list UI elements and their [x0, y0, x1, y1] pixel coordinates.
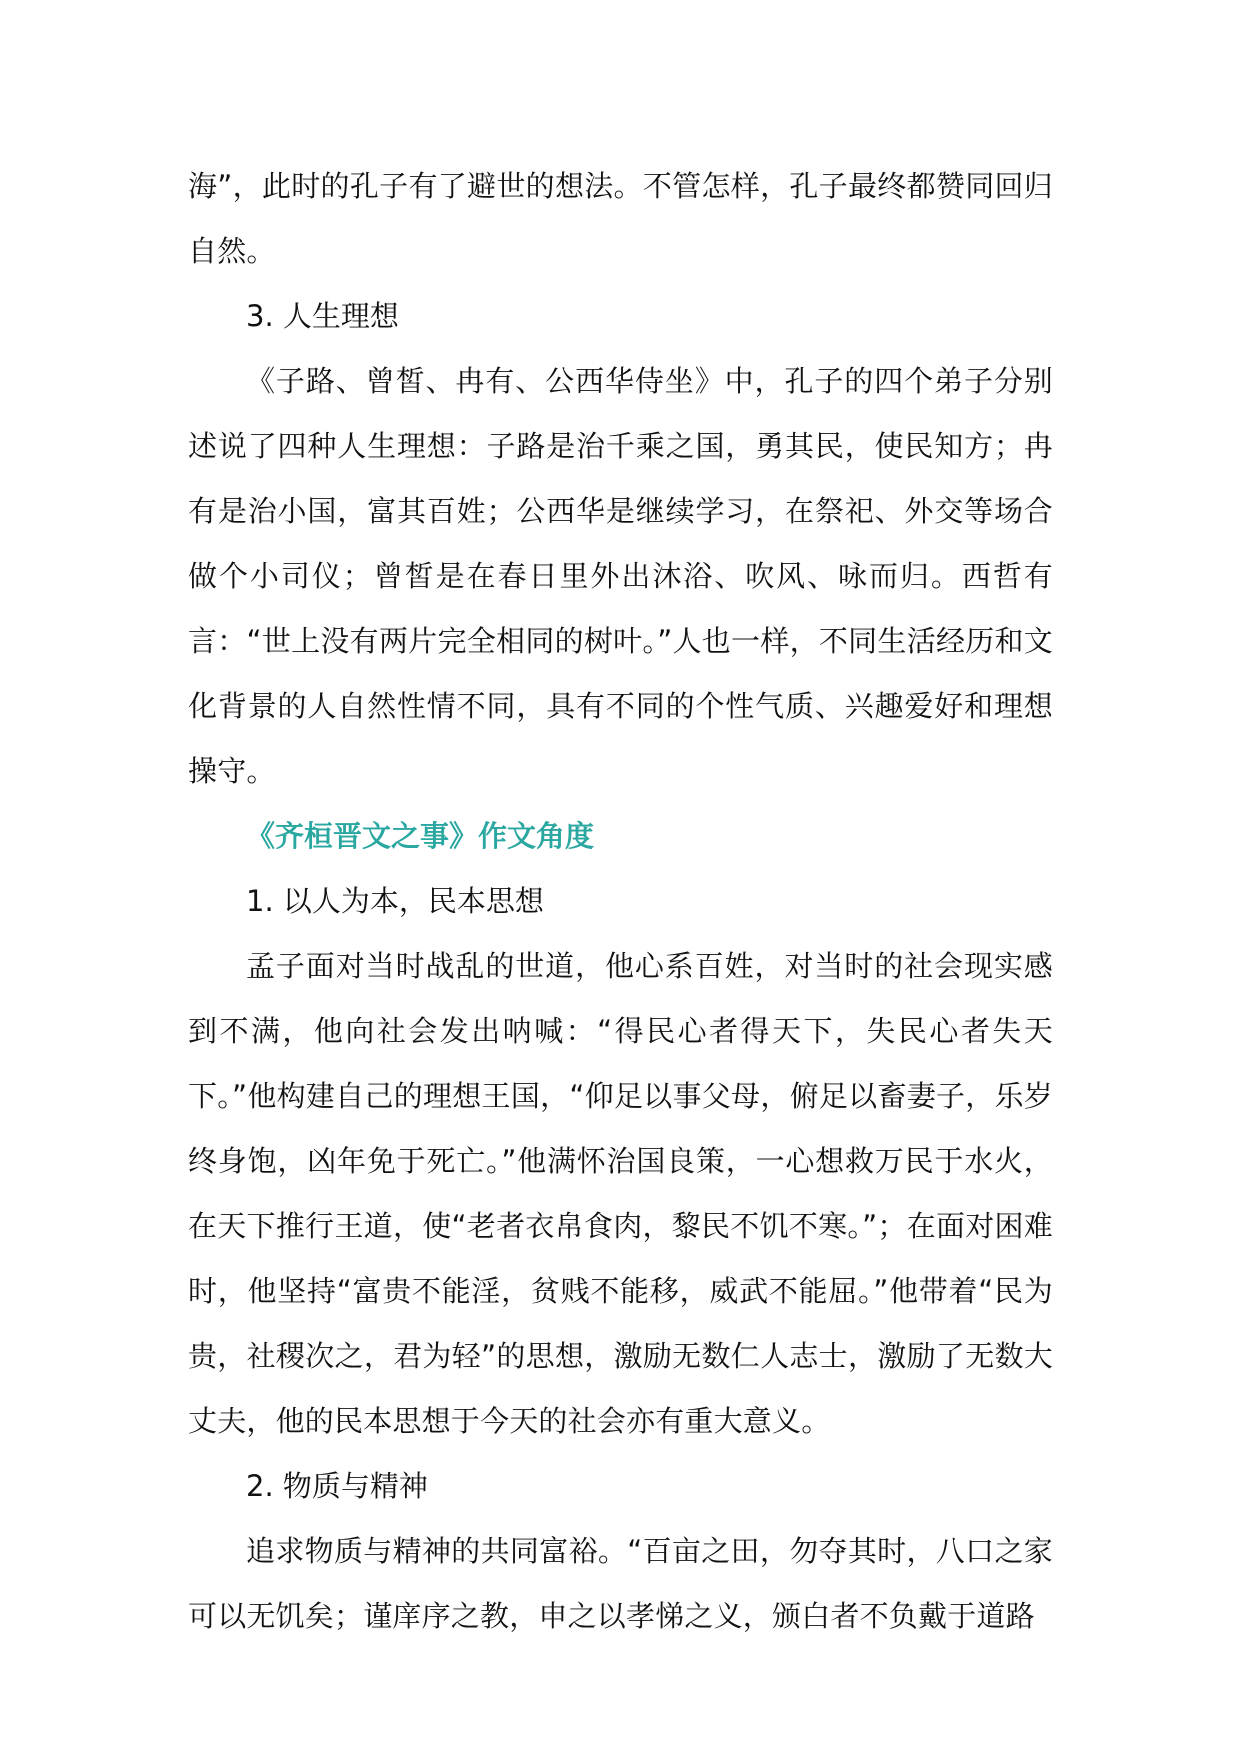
subheading-life-ideals: 3. 人生理想 — [246, 299, 399, 333]
section-title: 《齐桓晋文之事》作文角度 — [246, 819, 595, 853]
paragraph-material-spirit: 追求物质与精神的共同富裕。“百亩之田，勿夺其时，八口之家可以无饥矣；谨庠序之教，申之以孝悌之义，颁白者不负戴于道路 — [188, 1534, 1053, 1633]
paragraph-people-oriented: 孟子面对当时战乱的世道，他心系百姓，对当时的社会现实感到不满，他向社会发出呐喊：“得民心者得天下，失民心者失天下。”他构建自己的理想王国，“仰足以事父母，俯足以畜妻子，乐岁终身饱，凶年免于死亡。”他满怀治国良策，一心想救万民于水火，在天下推行王道，使“老者衣帛食肉，黎民不饥不寒。”；在面对困难时，他坚持“富贵不能淫，贫贱不能移，威武不能屈。”他带着“民为贵，社稷次之，君为轻”的思想，激励无数仁人志士，激励了无数大丈夫，他的民本思想于今天的社会亦有重大意义。 — [188, 949, 1053, 1438]
document-body — [188, 154, 1053, 1649]
paragraph-continued: 海”，此时的孔子有了避世的想法。不管怎样，孔子最终都赞同回归自然。 — [188, 169, 1053, 268]
paragraph-life-ideals: 《子路、曾皙、冉有、公西华侍坐》中，孔子的四个弟子分别述说了四种人生理想：子路是治千乘之国，勇其民，使民知方；冉有是治小国，富其百姓；公西华是继续学习，在祭祀、外交等场合做个小司仪；曾皙是在春日里外出沐浴、吹风、咏而归。西哲有言：“世上没有两片完全相同的树叶。”人也一样，不同生活经历和文化背景的人自然性情不同，具有不同的个性气质、兴趣爱好和理想操守。 — [188, 364, 1053, 788]
subheading-people-oriented: 1. 以人为本，民本思想 — [246, 884, 544, 918]
subheading-material-spirit: 2. 物质与精神 — [246, 1469, 428, 1503]
